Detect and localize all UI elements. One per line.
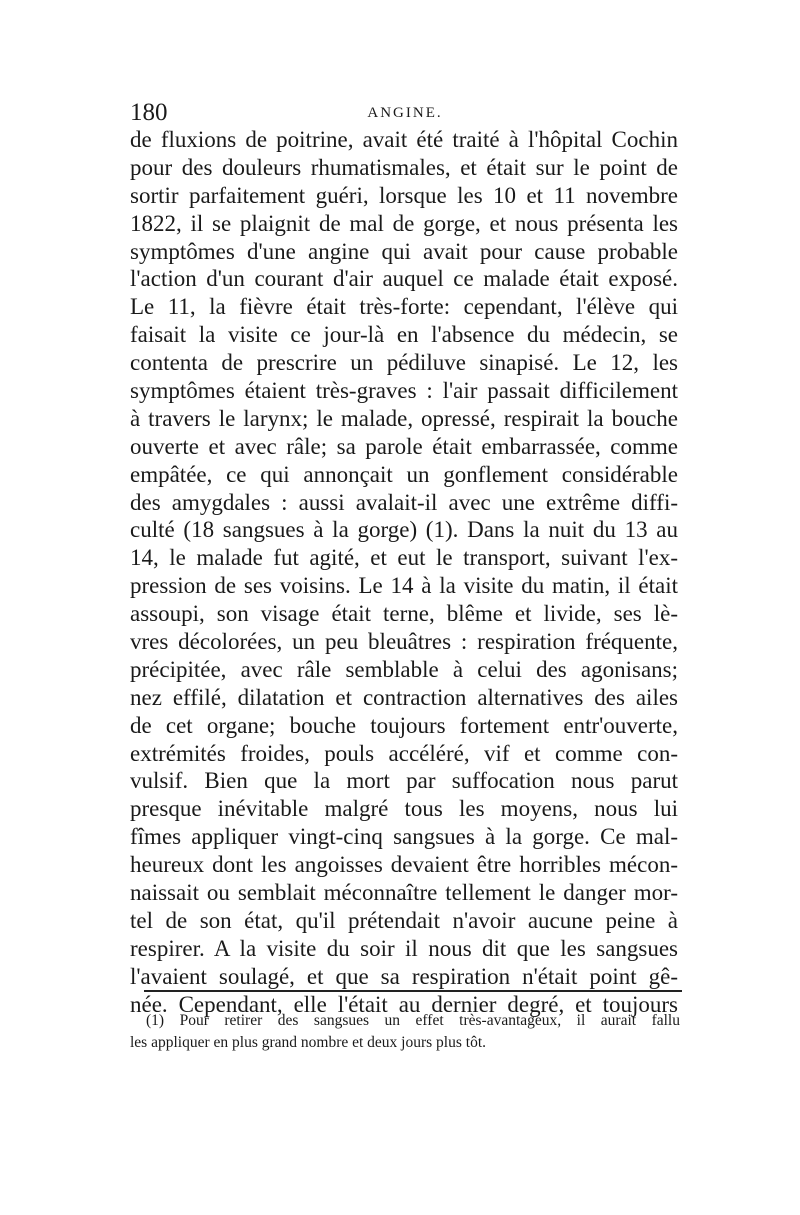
footnote bbox=[130, 1010, 680, 1054]
text-line: ouverte et avec râle; sa parole était embarrassée, comme bbox=[130, 433, 678, 459]
text-line: symptômes d'une angine qui avait pour cause probable bbox=[130, 238, 678, 264]
page-number: 180 bbox=[130, 99, 168, 126]
text-line: nez effilé, dilatation et contraction alternatives des ailes bbox=[130, 684, 678, 710]
text-line: de cet organe; bouche toujours fortement entr'ouverte, bbox=[130, 712, 678, 738]
text-line: l'action d'un courant d'air auquel ce malade était exposé. bbox=[130, 266, 678, 292]
text-line: de fluxions de poitrine, avait été traité à l'hôpital Cochin bbox=[130, 127, 678, 152]
text-line: née. Cependant, elle l'était au dernier degré, et toujours bbox=[130, 991, 678, 1017]
text-line: naissait ou semblait méconnaître tellement le danger mor- bbox=[130, 880, 678, 906]
footnote-line: les appliquer en plus grand nombre et deux jours plus tôt. bbox=[130, 1034, 487, 1051]
text-line: extrémités froides, pouls accéléré, vif et comme con- bbox=[130, 740, 678, 766]
text-line: presque inévitable malgré tous les moyens, nous lui bbox=[130, 796, 678, 822]
text-line: Le 11, la fièvre était très-forte: cependant, l'élève qui bbox=[130, 294, 678, 320]
text-line: contenta de prescrire un pédiluve sinapisé. Le 12, les bbox=[130, 350, 678, 376]
footnote-rule bbox=[144, 990, 682, 992]
text-line: respirer. A la visite du soir il nous dit que les sangsues bbox=[130, 935, 678, 961]
text-line: assoupi, son visage était terne, blême et livide, ses lè- bbox=[130, 601, 678, 627]
running-head: ANGINE. bbox=[367, 105, 443, 121]
text-line: l'avaient soulagé, et que sa respiration n'était point gê- bbox=[130, 963, 678, 989]
text-line: sortir parfaitement guéri, lorsque les 10 et 11 novembre bbox=[130, 182, 678, 208]
text-line: culté (18 sangsues à la gorge) (1). Dans la nuit du 13 au bbox=[130, 517, 678, 543]
text-line: des amygdales : aussi avalait-il avec une extrême diffi- bbox=[130, 489, 678, 515]
text-line: à travers le larynx; le malade, opressé, respirait la bouche bbox=[130, 405, 678, 431]
text-line: empâtée, ce qui annonçait un gonflement considérable bbox=[130, 461, 678, 487]
text-line: fîmes appliquer vingt-cinq sangsues à la gorge. Ce mal- bbox=[130, 824, 678, 850]
footnote-line: (1) Pour retirer des sangsues un effet très-avantageux, il aurait fallu bbox=[146, 1012, 680, 1029]
text-line: pression de ses voisins. Le 14 à la visite du matin, il était bbox=[130, 573, 678, 599]
text-line: vulsif. Bien que la mort par suffocation nous parut bbox=[130, 768, 678, 794]
text-line: pour des douleurs rhumatismales, et était sur le point de bbox=[130, 154, 678, 180]
text-line: heureux dont les angoisses devaient être horribles mécon- bbox=[130, 852, 678, 878]
text-line: vres décolorées, un peu bleuâtres : respiration fréquente, bbox=[130, 629, 678, 655]
text-line: tel de son état, qu'il prétendait n'avoir aucune peine à bbox=[130, 907, 678, 933]
text-line: 14, le malade fut agité, et eut le transport, suivant l'ex- bbox=[130, 545, 678, 571]
body-text bbox=[130, 126, 678, 1019]
text-line: symptômes étaient très-graves : l'air passait difficilement bbox=[130, 378, 678, 404]
text-line: 1822, il se plaignit de mal de gorge, et nous présenta les bbox=[130, 210, 678, 236]
page-header bbox=[130, 98, 680, 128]
text-line: précipitée, avec râle semblable à celui des agonisans; bbox=[130, 656, 678, 682]
text-line: faisait la visite ce jour-là en l'absence du médecin, se bbox=[130, 322, 678, 348]
